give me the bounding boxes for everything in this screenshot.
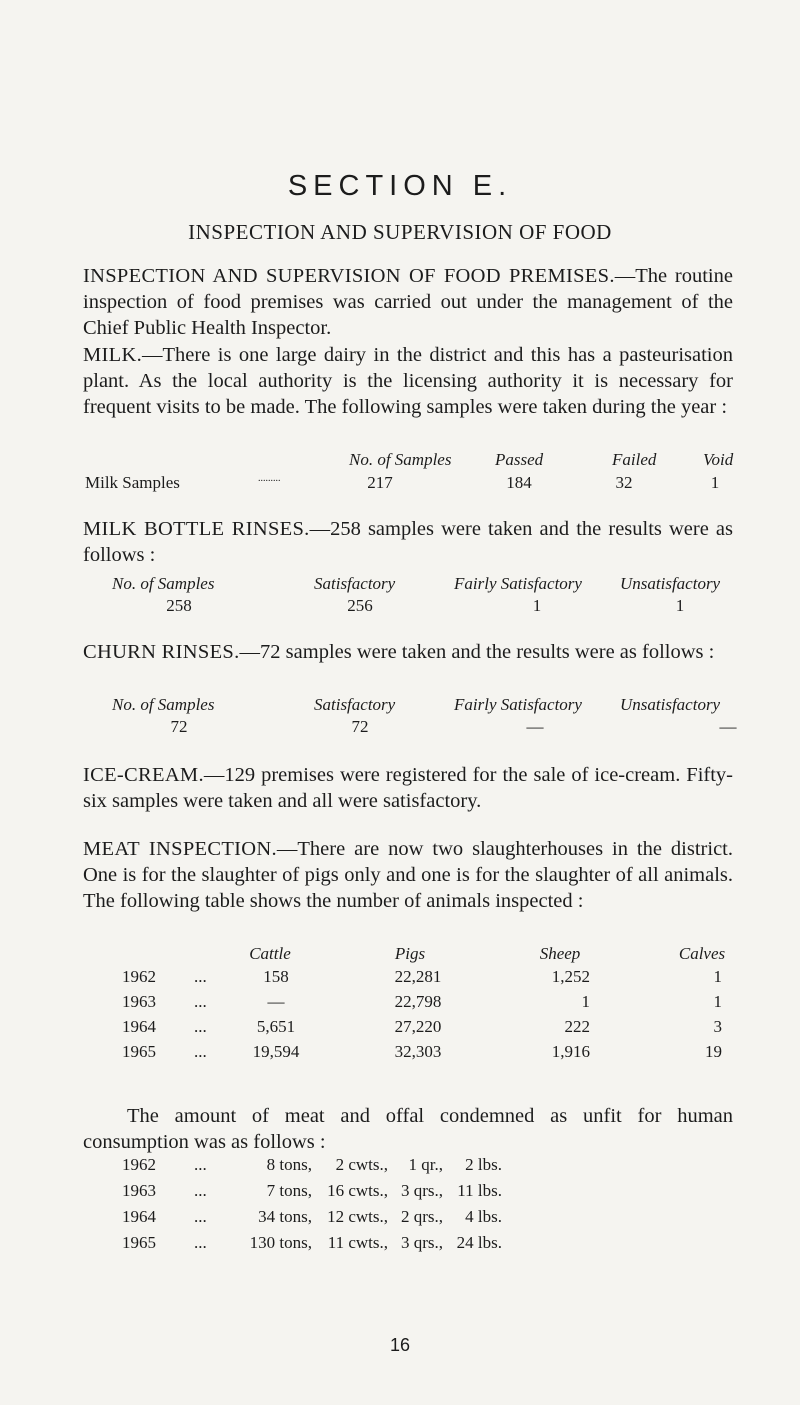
bottle-value-satisfactory: 256 [347,596,373,615]
meat-dots: ... [194,1017,207,1036]
churn-value-samples: 72 [170,717,188,736]
meat-header-pigs: Pigs [394,944,426,963]
meat-calves: 1 [713,992,722,1011]
meat-pigs: 27,220 [394,1017,442,1036]
condemned-qrs: 1 qr., [408,1155,443,1174]
meat-pigs: 32,303 [394,1042,442,1061]
bottle-rinses-text: —258 samples were taken and the results were as follows : [83,518,733,566]
meat-sheep: 1 [581,992,590,1011]
condemned-year: 1964 [122,1207,156,1226]
meat-year: 1965 [122,1042,156,1061]
churn-rinses-table [0,695,800,745]
churn-header-samples: No. of Samples [112,695,215,714]
ice-cream-text: —129 premises were registered for the sale of ice-cream. Fifty-six samples were taken and all were satisfactory. [83,764,733,812]
meat-calves: 1 [713,967,722,986]
premises-paragraph [83,263,733,341]
meat-pigs: 22,798 [394,992,442,1011]
condemned-dots: ... [194,1233,207,1252]
meat-sheep: 1,916 [551,1042,590,1061]
meat-sheep: 222 [564,1017,590,1036]
condemned-tons: 8 tons, [266,1155,312,1174]
condemned-tons: 34 tons, [258,1207,312,1226]
churn-header-satisfactory: Satisfactory [314,695,396,714]
condemned-lbs: 4 lbs. [465,1207,502,1226]
milk-row-dots: ......... [258,473,281,484]
bottle-rinses-lead: MILK BOTTLE RINSES. [83,518,310,540]
condemned-tons: 130 tons, [249,1233,312,1252]
bottle-header-fairly: Fairly Satisfactory [454,574,582,593]
milk-header-passed: Passed [495,450,544,469]
churn-rinses-paragraph [83,639,733,665]
condemned-year: 1962 [122,1155,156,1174]
bottle-rinses-table [0,574,800,624]
condemned-qrs: 2 qrs., [400,1207,443,1226]
meat-cattle: — [267,992,285,1011]
milk-value-void: 1 [710,473,720,492]
meat-paragraph [83,836,733,914]
bottle-value-samples: 258 [166,596,192,615]
condemned-cwts: 16 cwts., [327,1181,388,1200]
milk-row-label: Milk Samples [85,473,180,492]
meat-cattle: 19,594 [252,1042,300,1061]
condemned-qrs: 3 qrs., [400,1233,443,1252]
meat-dots: ... [194,1042,207,1061]
condemned-cwts: 12 cwts., [327,1207,388,1226]
meat-cattle: 158 [263,967,289,986]
condemned-paragraph: The amount of meat and offal condemned as unfit for human consumption was as follows : [83,1105,733,1153]
meat-header-cattle: Cattle [249,944,291,963]
bottle-rinses-paragraph [83,516,733,568]
churn-header-unsatisfactory: Unsatisfactory [620,695,721,714]
meat-header-sheep: Sheep [539,944,581,963]
bottle-header-satisfactory: Satisfactory [314,574,396,593]
meat-dots: ... [194,992,207,1011]
milk-value-failed: 32 [615,473,633,492]
milk-value-samples: 217 [367,473,393,492]
condemned-lbs: 24 lbs. [456,1233,502,1252]
condemned-year: 1965 [122,1233,156,1252]
premises-text: —The routine inspection of food premises was carried out under the management of the Chief Public Health Inspector. [83,265,733,339]
meat-dots: ... [194,967,207,986]
churn-value-fairly: — [526,717,544,736]
condemned-cwts: 11 cwts., [327,1233,388,1252]
meat-cattle: 5,651 [256,1017,296,1036]
meat-text: —There are now two slaughterhouses in the district. One is for the slaughter of pigs only and one is for the slaughter of all animals. The following table shows the number of animals inspected : [83,838,733,912]
churn-rinses-text: —72 samples were taken and the results were as follows : [239,641,715,663]
meat-pigs: 22,281 [394,967,442,986]
condemned-lbs: 2 lbs. [465,1155,502,1174]
meat-calves: 19 [705,1042,722,1061]
churn-rinses-lead: CHURN RINSES. [83,641,240,663]
condemned-year: 1963 [122,1181,156,1200]
bottle-value-unsatisfactory: 1 [675,596,685,615]
meat-sheep: 1,252 [551,967,590,986]
bottle-header-samples: No. of Samples [112,574,215,593]
condemned-dots: ... [194,1181,207,1200]
milk-header-void: Void [703,450,734,469]
condemned-dots: ... [194,1207,207,1226]
premises-lead: INSPECTION AND SUPERVISION OF FOOD PREMISES. [83,265,615,287]
meat-header-calves: Calves [678,944,726,963]
condemned-qrs: 3 qrs., [400,1181,443,1200]
condemned-tons: 7 tons, [266,1181,312,1200]
condemned-table [0,1155,800,1265]
condemned-cwts: 2 cwts., [335,1155,388,1174]
page-number: 16 [389,1335,411,1355]
milk-header-failed: Failed [612,450,657,469]
milk-text: —There is one large dairy in the district and this has a pasteurisation plant. As the local authority is the licensing authority it is necessary for frequent visits to be made. The following samples were taken during the year : [83,344,733,418]
churn-value-satisfactory: 72 [351,717,369,736]
meat-lead: MEAT INSPECTION. [83,838,277,860]
meat-year: 1964 [122,1017,156,1036]
ice-cream-lead: ICE-CREAM. [83,764,204,786]
main-title: INSPECTION AND SUPERVISION OF FOOD [188,220,612,244]
meat-year: 1963 [122,992,156,1011]
meat-year: 1962 [122,967,156,986]
churn-header-fairly: Fairly Satisfactory [454,695,582,714]
ice-cream-paragraph [83,762,733,814]
milk-value-passed: 184 [506,473,532,492]
milk-header-samples: No. of Samples [349,450,452,469]
condemned-lbs: 11 lbs. [457,1181,502,1200]
milk-paragraph [83,342,733,420]
bottle-header-unsatisfactory: Unsatisfactory [620,574,721,593]
bottle-value-fairly: 1 [532,596,542,615]
meat-inspection-table [0,944,800,1084]
milk-lead: MILK. [83,344,143,366]
churn-value-unsatisfactory: — [719,717,737,736]
section-heading: SECTION E. [287,170,513,202]
condemned-dots: ... [194,1155,207,1174]
milk-samples-table [0,450,800,500]
meat-calves: 3 [713,1017,722,1036]
